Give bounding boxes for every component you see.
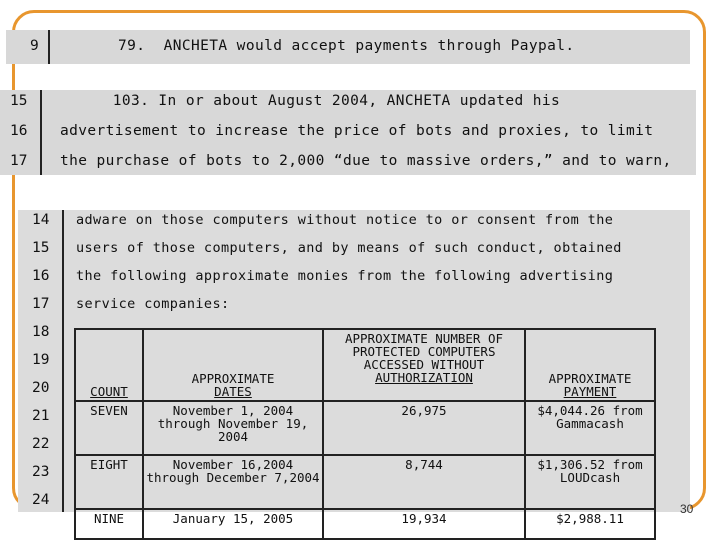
line-number: 21 — [32, 408, 50, 424]
line-number: 24 — [32, 492, 50, 508]
line-number: 23 — [32, 464, 50, 480]
cell-dates: January 15, 2005 — [143, 509, 323, 539]
excerpt-text: 79. ANCHETA would accept payments through Paypal. — [118, 38, 575, 54]
margin-rule — [40, 90, 42, 175]
margin-rule — [48, 30, 50, 64]
line-number: 20 — [32, 380, 50, 396]
page-number: 30 — [680, 502, 694, 516]
table-row — [75, 509, 655, 539]
excerpt-text: the following approximate monies from the following advertising — [76, 268, 614, 284]
header-computers: APPROXIMATE NUMBER OF PROTECTED COMPUTERS ACCESSED WITHOUT AUTHORIZATION — [323, 329, 525, 401]
line-number: 16 — [32, 268, 50, 284]
line-number: 22 — [32, 436, 50, 452]
cell-count: NINE — [75, 509, 143, 539]
line-number: 18 — [32, 324, 50, 340]
cell-dates: November 16,2004 through December 7,2004 — [143, 455, 323, 509]
document-excerpt-1 — [6, 30, 690, 64]
excerpt-text: users of those computers, and by means of such conduct, obtained — [76, 240, 622, 256]
line-number: 9 — [30, 38, 39, 54]
line-number: 15 — [10, 93, 28, 109]
cell-dates: November 1, 2004 through November 19, 2004 — [143, 401, 323, 455]
line-number: 17 — [10, 153, 28, 169]
header-count: COUNT — [75, 329, 143, 401]
cell-payment: $1,306.52 from LOUDcash — [525, 455, 655, 509]
header-dates: APPROXIMATE DATES — [143, 329, 323, 401]
cell-count: SEVEN — [75, 401, 143, 455]
table-row — [75, 455, 655, 509]
payments-table — [74, 328, 656, 540]
line-number: 15 — [32, 240, 50, 256]
cell-count: EIGHT — [75, 455, 143, 509]
cell-payment: $2,988.11 — [525, 509, 655, 539]
excerpt-text: 103. In or about August 2004, ANCHETA updated his — [58, 93, 561, 109]
cell-payment: $4,044.26 from Gammacash — [525, 401, 655, 455]
cell-computers: 26,975 — [323, 401, 525, 455]
excerpt-text: adware on those computers without notice to or consent from the — [76, 212, 614, 228]
table-header-row — [75, 329, 655, 401]
margin-rule — [62, 210, 64, 512]
excerpt-text: the purchase of bots to 2,000 “due to massive orders,” and to warn, — [60, 153, 672, 169]
cell-computers: 8,744 — [323, 455, 525, 509]
table-row — [75, 401, 655, 455]
document-excerpt-2 — [0, 90, 696, 175]
line-number: 16 — [10, 123, 28, 139]
cell-computers: 19,934 — [323, 509, 525, 539]
line-number: 19 — [32, 352, 50, 368]
line-number: 14 — [32, 212, 50, 228]
document-excerpt-3 — [18, 210, 690, 526]
excerpt-text: service companies: — [76, 296, 230, 312]
excerpt-text: advertisement to increase the price of bots and proxies, to limit — [60, 123, 654, 139]
line-number: 17 — [32, 296, 50, 312]
header-payment: APPROXIMATE PAYMENT — [525, 329, 655, 401]
